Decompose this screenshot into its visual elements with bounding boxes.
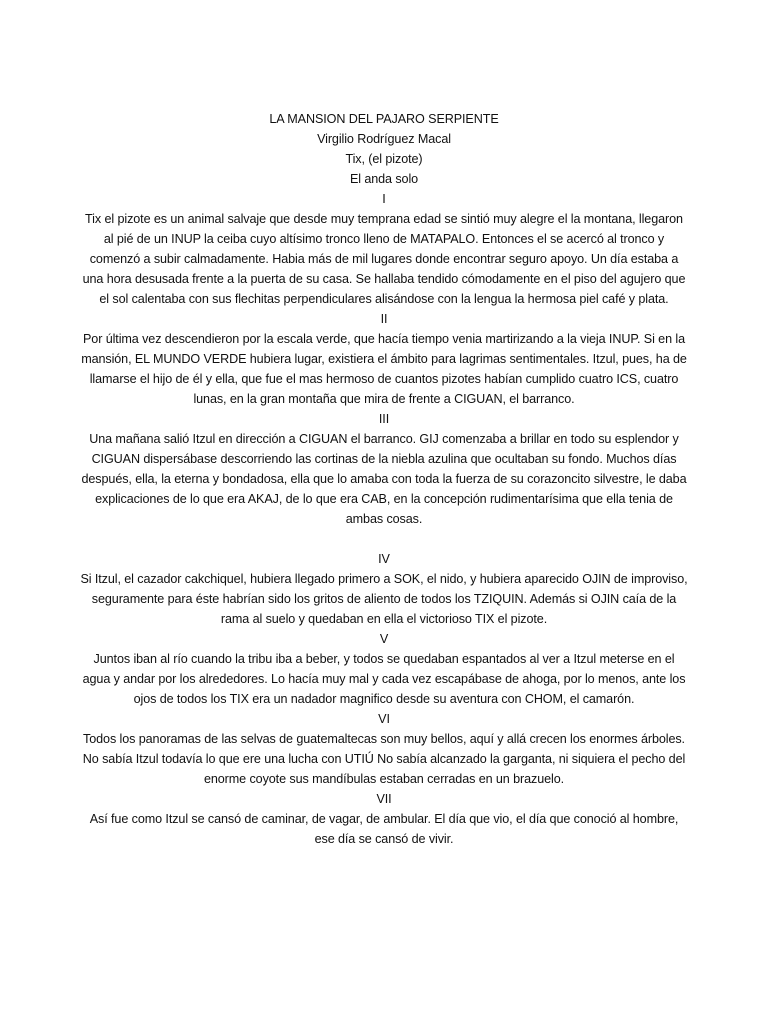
section-paragraph: Tix el pizote es un animal salvaje que desde muy temprana edad se sintió muy alegre el la montana, llegaron al pié de un INUP la ceiba cuyo altísimo tronco lleno de MATAPALO. Entonces el se acercó al tronco y comenzó a subir calmadamente. Habia más de mil lugares donde encontrar seguro apoyo. Un día estaba a una hora desusada frente a la puerta de su casa. Se hallaba tendido cómodamente en el piso del agujero que el sol calentaba con sus flechitas perpendiculares alisándose con la lengua la hermosa piel café y plata. bbox=[82, 212, 686, 306]
section-paragraph: Juntos iban al río cuando la tribu iba a beber, y todos se quedaban espantados al ver a Itzul meterse en el agua y andar por los alrededores. Lo hacía muy mal y cada vez escapábase de ahoga, por lo menos, ante los ojos de todos los TIX era un nadador magnifico desde su aventura con CHOM, el camarón. bbox=[82, 652, 686, 706]
section-numeral: IV bbox=[378, 552, 390, 566]
section-paragraph: Así fue como Itzul se cansó de caminar, de vagar, de ambular. El día que vio, el día que conoció al hombre, ese día se cansó de vivir. bbox=[89, 812, 679, 846]
section-numeral: II bbox=[380, 312, 388, 326]
section-numeral: III bbox=[378, 412, 390, 426]
document-subtitle: Tix, (el pizote) bbox=[345, 152, 423, 166]
paragraph-spacer bbox=[80, 529, 688, 549]
document-title: LA MANSION DEL PAJARO SERPIENTE bbox=[269, 112, 499, 126]
section-paragraph: Todos los panoramas de las selvas de guatemaltecas son muy bellos, aquí y allá crecen los enormes árboles. No sabía Itzul todavía lo que ere una lucha con UTIÚ No sabía alcanzado la garganta, ni siquiera el pecho del enorme coyote sus mandíbulas estaban cerradas en un brazuelo. bbox=[82, 732, 686, 786]
section-numeral: VII bbox=[376, 792, 392, 806]
section-numeral: V bbox=[379, 632, 389, 646]
section-paragraph: Una mañana salió Itzul en dirección a CIGUAN el barranco. GIJ comenzaba a brillar en todo su esplendor y CIGUAN dispersábase descorriendo las cortinas de la niebla azulina que ocultaban su fondo. Muchos días después, ella, la eterna y bondadosa, ella que lo amaba con toda la fuerza de su corazoncito silvestre, le daba explicaciones de lo que era AKAJ, de lo que era CAB, en la concepción rudimentarísima que ella tenia de ambas cosas. bbox=[81, 432, 687, 526]
chapter-title: El anda solo bbox=[349, 172, 419, 186]
document-body bbox=[80, 109, 688, 849]
document-author: Virgilio Rodríguez Macal bbox=[317, 132, 451, 146]
section-numeral: I bbox=[382, 192, 386, 206]
section-paragraph: Si Itzul, el cazador cakchiquel, hubiera llegado primero a SOK, el nido, y hubiera aparecido OJIN de improviso, seguramente para éste habrían sido los gritos de aliento de todos los TZIQUIN. Además si OJIN caía de la rama al suelo y quedaban en ella el victorioso TIX el pizote. bbox=[80, 572, 688, 626]
section-numeral: VI bbox=[378, 712, 390, 726]
section-paragraph: Por última vez descendieron por la escala verde, que hacía tiempo venia martirizando a la vieja INUP. Si en la mansión, EL MUNDO VERDE hubiera lugar, existiera el ámbito para lagrimas sentimentales. Itzul, pues, ha de llamarse el hijo de él y ella, que fue el mas hermoso de cuantos pizotes habían cumplido cuatro ICS, cuatro lunas, en la gran montaña que mira de frente a CIGUAN, el barranco. bbox=[81, 332, 687, 406]
